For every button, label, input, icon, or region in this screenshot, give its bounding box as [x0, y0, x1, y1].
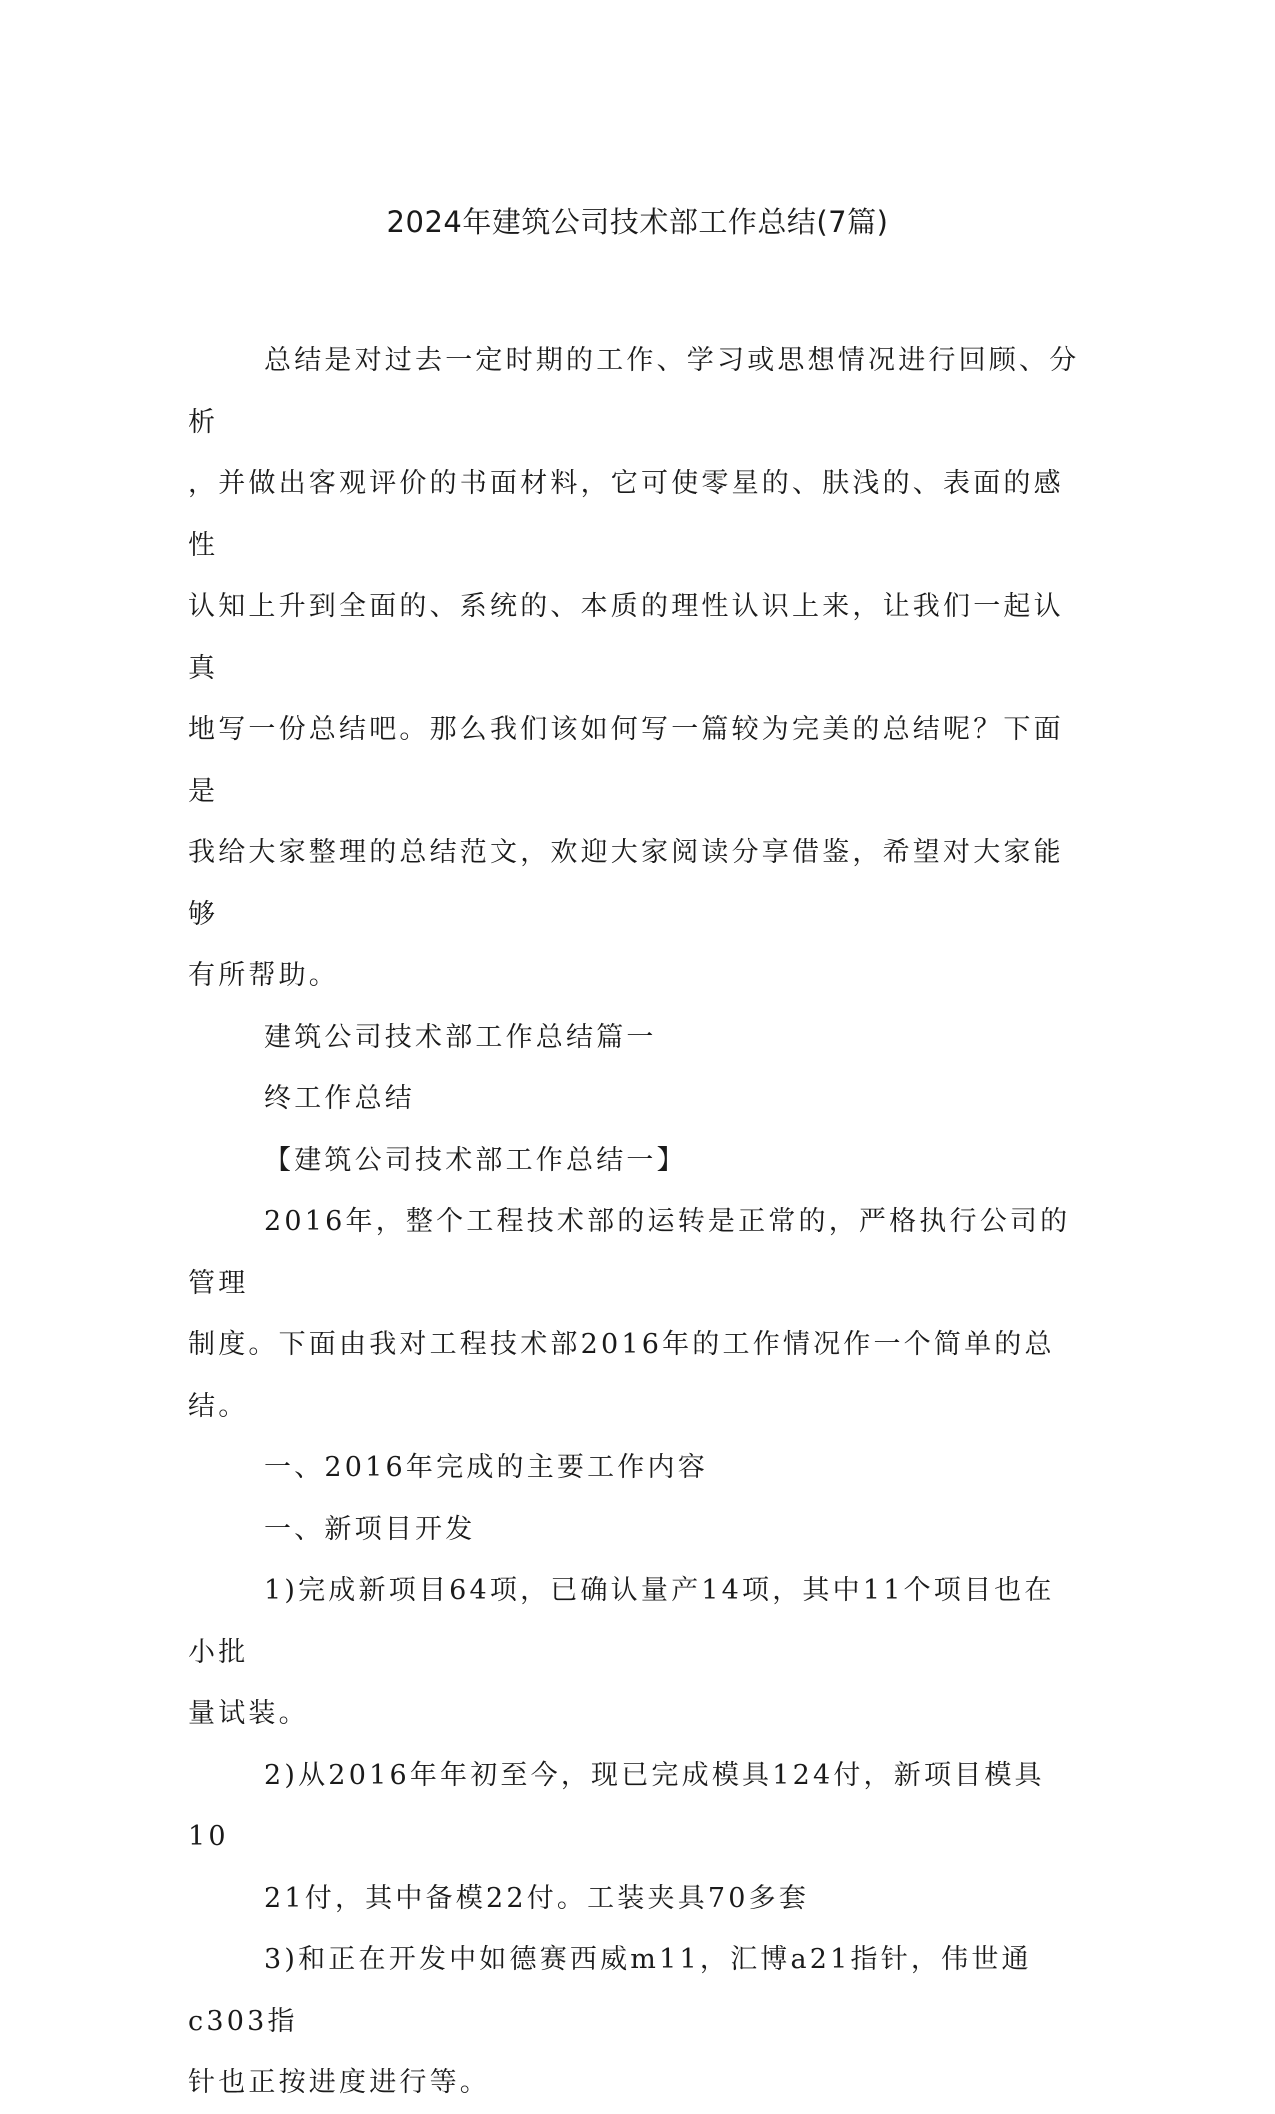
bracket-heading — [188, 1130, 1083, 1192]
intro-paragraph — [188, 330, 1083, 1007]
text-line: 2016年，整个工程技术部的运转是正常的，严格执行公司的管理 — [188, 1206, 1071, 1299]
text-line: 一、2016年完成的主要工作内容 — [264, 1452, 708, 1483]
text-line: 总结是对过去一定时期的工作、学习或思想情况进行回顾、分析 — [188, 345, 1080, 438]
text-line: 我给大家整理的总结范文，欢迎大家阅读分享借鉴，希望对大家能够 — [188, 837, 1064, 930]
text-line: 一、新项目开发 — [264, 1513, 476, 1545]
list-item — [188, 1929, 1083, 2114]
text-line: 建筑公司技术部工作总结篇一 — [264, 1021, 657, 1053]
text-line: 3)和正在开发中如德赛西威m11，汇博a21指针，伟世通c303指 — [188, 1944, 1032, 2037]
text-line: 终工作总结 — [264, 1083, 415, 1114]
list-heading — [188, 1437, 1083, 1499]
text-line: 针也正按进度进行等。 — [188, 2067, 490, 2098]
text-line: 有所帮助。 — [188, 960, 339, 991]
text-line: 2)从2016年年初至今，现已完成模具124付，新项目模具10 — [188, 1759, 1045, 1852]
list-item — [188, 1868, 1083, 1930]
subheading — [188, 1068, 1083, 1130]
list-item — [188, 1745, 1083, 1868]
text-line: 21付，其中备模22付。工装夹具70多套 — [264, 1882, 810, 1914]
document-title: 2024年建筑公司技术部工作总结(7篇) — [386, 205, 889, 239]
section-heading — [188, 1007, 1083, 1069]
list-item — [188, 1560, 1083, 1745]
body-paragraph — [188, 1191, 1083, 1437]
text-line: 地写一份总结吧。那么我们该如何写一篇较为完美的总结呢？下面是 — [188, 714, 1064, 807]
text-line: 制度。下面由我对工程技术部2016年的工作情况作一个简单的总结。 — [188, 1329, 1055, 1422]
document-body — [188, 330, 1083, 2114]
text-line: 认知上升到全面的、系统的、本质的理性认识上来，让我们一起认真 — [188, 591, 1064, 684]
text-line: 【建筑公司技术部工作总结一】 — [264, 1144, 687, 1176]
text-line: 量试装。 — [188, 1698, 309, 1729]
list-heading — [188, 1499, 1083, 1561]
text-line: 1)完成新项目64项，已确认量产14项，其中11个项目也在小批 — [188, 1575, 1055, 1668]
text-line: ，并做出客观评价的书面材料，它可使零星的、肤浅的、表面的感性 — [188, 468, 1064, 561]
